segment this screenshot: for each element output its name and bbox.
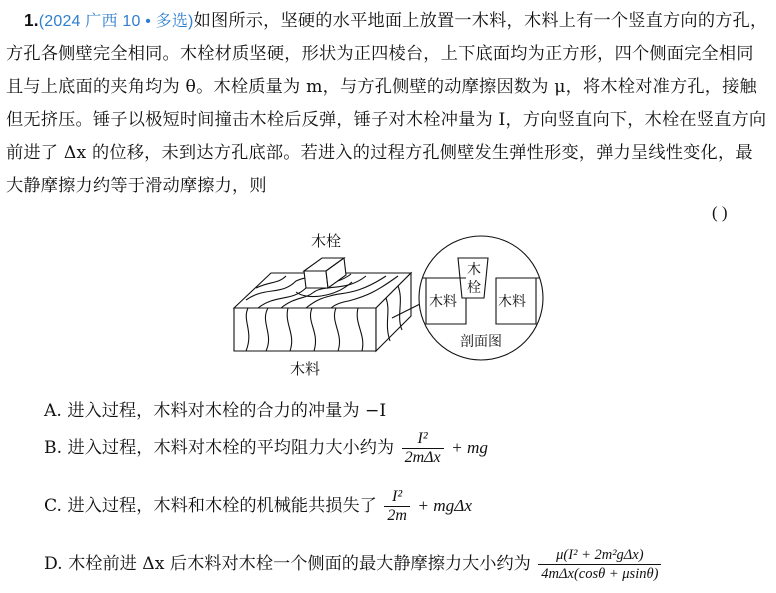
option-b-fraction	[402, 430, 444, 467]
figure-wood-peg	[226, 226, 566, 386]
option-b-denominator: 2mΔx	[402, 448, 444, 467]
option-c-numerator: I²	[392, 488, 403, 505]
option-b[interactable]	[44, 430, 488, 467]
option-a-text: A. 进入过程，木料对木栓的合力的冲量为 −I	[44, 401, 387, 421]
inset-label-right: 木料	[498, 294, 526, 310]
option-d[interactable]	[44, 546, 663, 583]
option-c-suffix: + mgΔx	[417, 496, 472, 515]
inset-caption: 剖面图	[460, 334, 502, 350]
answer-blank: ( )	[712, 203, 728, 222]
option-c-fraction	[384, 488, 410, 525]
option-a[interactable]	[44, 399, 386, 423]
question-text: 如图所示，坚硬的水平地面上放置一木料，木料上有一个竖直方向的方孔，方孔各侧壁完全相同。木栓材质坚硬，形状为正四棱台，上下底面均为正方形，四个侧面完全相同且与上底面的夹角均为 θ。木栓质量为 m，与方孔侧壁的动摩擦因数为 μ，将木栓对准方孔，接触但无挤压。锤子以极短时间撞击木栓后反弹，锤子对木栓冲量为 I，方向竖直向下，木栓在竖直方向前进了 Δx 的位移，未到达方孔底部。若进入的过程方孔侧壁发生弹性形变，弹力呈线性变化，最大静摩擦力约等于滑动摩擦力，则	[6, 11, 768, 196]
option-d-prefix: D. 木栓前进 Δx 后木料对木栓一个侧面的最大静摩擦力大小约为	[44, 554, 531, 574]
option-b-numerator: I²	[417, 430, 428, 447]
figure-drawing	[226, 226, 566, 386]
option-c[interactable]	[44, 488, 472, 525]
question-number: 1.	[24, 10, 39, 30]
option-d-denominator: 4mΔx(cosθ + μsinθ)	[538, 564, 661, 583]
option-c-denominator: 2m	[384, 506, 410, 525]
option-b-prefix: B. 进入过程，木料对木栓的平均阻力大小约为	[44, 438, 395, 458]
option-d-numerator: μ(I² + 2m²gΔx)	[556, 547, 644, 563]
inset-peg-bottom: 栓	[467, 280, 481, 296]
label-peg: 木栓	[311, 232, 342, 250]
inset-label-left: 木料	[429, 294, 457, 310]
inset-peg-top: 木	[467, 262, 481, 278]
option-d-fraction	[538, 546, 661, 583]
question-stem	[6, 4, 770, 203]
option-b-suffix: + mg	[451, 438, 489, 457]
label-wood: 木料	[290, 360, 321, 378]
option-c-prefix: C. 进入过程，木料和木栓的机械能共损失了	[44, 496, 377, 516]
question-source: (2024 广西 10 • 多选)	[38, 13, 194, 30]
